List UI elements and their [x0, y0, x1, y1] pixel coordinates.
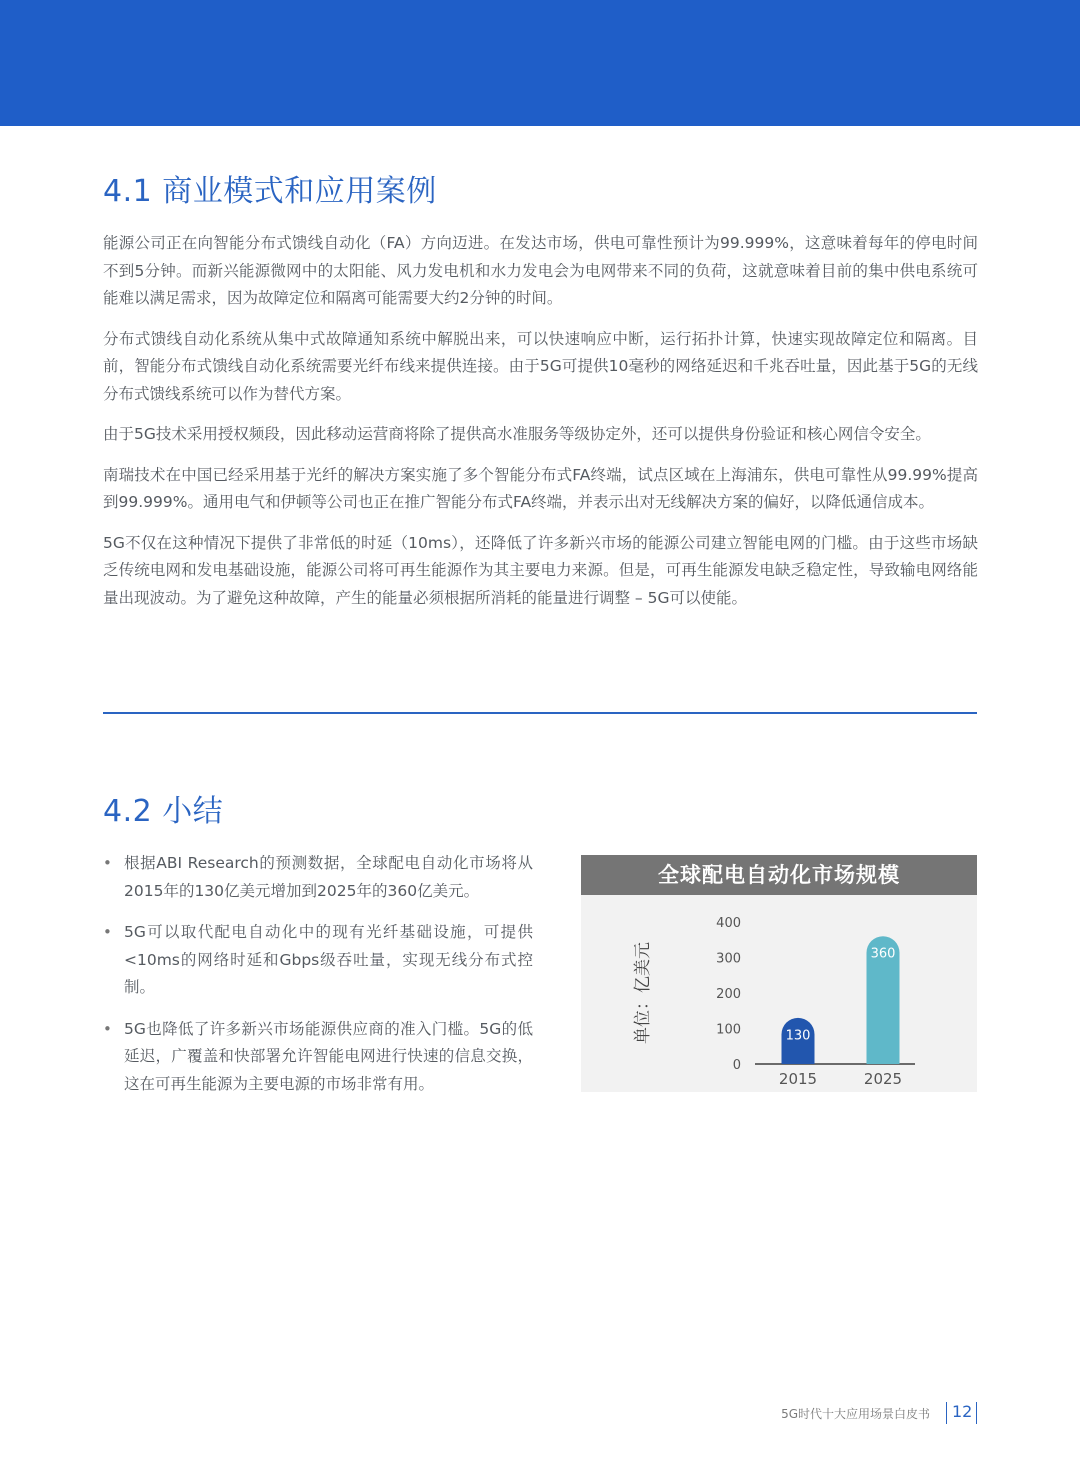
bullet-dot-icon: • [103, 1019, 112, 1038]
section-4-1-body [103, 230, 978, 625]
y-tick-label: 400 [716, 916, 741, 931]
x-tick-label: 2025 [863, 1070, 903, 1088]
bullet-item-1 [103, 850, 533, 905]
bullet-item-2 [103, 919, 533, 1002]
x-tick-label: 2015 [778, 1070, 818, 1088]
y-tick-label: 100 [716, 1022, 741, 1038]
paragraph-2: 分布式馈线自动化系统从集中式故障通知系统中解脱出来，可以快速响应中断，运行拓扑计算，快速实现故障定位和隔离。目前，智能分布式馈线自动化系统需要光纤布线来提供连接。由于5G可提供10毫秒的网络延迟和千兆吞吐量，因此基于5G的无线分布式馈线系统可以作为替代方案。 [103, 329, 978, 403]
page-footer [760, 1402, 980, 1424]
bar-value-label: 130 [785, 1028, 811, 1044]
paragraph-5: 5G不仅在这种情况下提供了非常低的时延（10ms），还降低了许多新兴市场的能源公司建立智能电网的门槛。由于这些市场缺乏传统电网和发电基础设施，能源公司将可再生能源作为其主要电力来源。但是，可再生能源发电缺乏稳定性，导致输电网络能量出现波动。为了避免这种故障，产生的能量必须根据所消耗的能量进行调整 – 5G可以使能。 [103, 533, 978, 607]
header-band [0, 0, 1080, 126]
bullet-dot-icon: • [103, 923, 112, 941]
footer-doc-title: 5G时代十大应用场景白皮书 [781, 1407, 930, 1421]
bullet-dot-icon: • [103, 854, 112, 872]
page-number: 12 [952, 1402, 973, 1421]
y-tick-label: 300 [716, 951, 741, 967]
y-axis-label: 单位：亿美元 [633, 942, 653, 1044]
paragraph-3: 由于5G技术采用授权频段，因此移动运营商将除了提供高水准服务等级协定外，还可以提供身份验证和核心网信令安全。 [103, 425, 931, 443]
bullet-text: 根据ABI Research的预测数据，全球配电自动化市场将从2015年的130亿美元增加到2025年的360亿美元。 [124, 854, 533, 900]
paragraph-4: 南瑞技术在中国已经采用基于光纤的解决方案实施了多个智能分布式FA终端，试点区域在上海浦东，供电可靠性从99.99%提高到99.999%。通用电气和伊顿等公司也正在推广智能分布式FA终端，并表示出对无线解决方案的偏好，以降低通信成本。 [103, 465, 978, 511]
y-tick-label: 0 [732, 1058, 741, 1073]
section-divider [103, 712, 977, 714]
footer-separator-left [946, 1402, 947, 1424]
bullet-text: 5G也降低了许多新兴市场能源供应商的准入门槛。5G的低延迟，广覆盖和快部署允许智能电网进行快速的信息交换，这在可再生能源为主要电源的市场非常有用。 [124, 1019, 533, 1093]
chart-plot [581, 895, 977, 1092]
paragraph-1: 能源公司正在向智能分布式馈线自动化（FA）方向迈进。在发达市场，供电可靠性预计为99.999%，这意味着每年的停电时间不到5分钟。而新兴能源微网中的太阳能、风力发电机和水力发电会为电网带来不同的负荷，这就意味着目前的集中供电系统可能难以满足需求，因为故障定位和隔离可能需要大约2分钟的时间。 [103, 234, 978, 307]
footer-separator-right [976, 1402, 977, 1424]
section-title-4-1: 4.1 商业模式和应用案例 [103, 174, 437, 209]
summary-bullet-list [103, 850, 533, 1112]
bullet-item-3 [103, 1016, 533, 1099]
bullet-text: 5G可以取代配电自动化中的现有光纤基础设施，可提供<10ms的网络时延和Gbps级吞吐量，实现无线分布式控制。 [124, 923, 533, 996]
chart-title: 全球配电自动化市场规模 [581, 855, 977, 895]
y-tick-label: 200 [716, 987, 741, 1002]
market-size-chart [581, 855, 977, 1092]
section-title-4-2: 4.2 小结 [103, 794, 224, 829]
bar-value-label: 360 [870, 946, 896, 962]
